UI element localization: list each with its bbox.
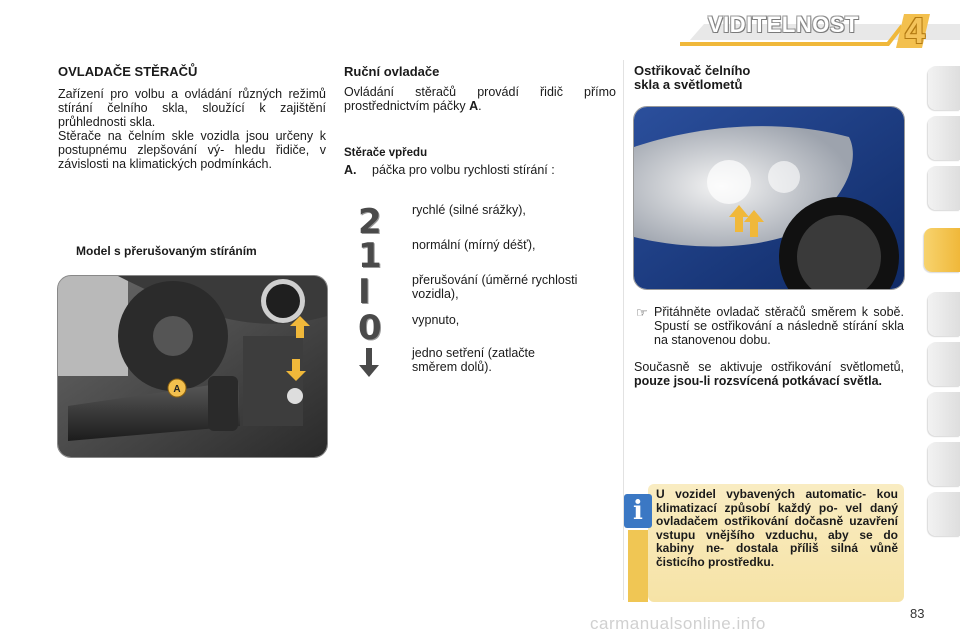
info-icon: i (624, 494, 652, 528)
lever-label: A. (344, 163, 357, 177)
mode-text-off: vypnuto, (412, 313, 460, 327)
photo-label-a: A (173, 384, 181, 395)
off-glyph: 0 (358, 308, 382, 348)
intermittent-glyph: I (358, 272, 371, 312)
section-title-washer (634, 64, 904, 92)
mode-text-single-wipe: jedno setření (zatlačte směrem dolů). (412, 346, 535, 374)
page-number: 83 (910, 606, 925, 621)
headlamp-photo (633, 106, 905, 290)
chapter-title: VIDITELNOST (708, 12, 859, 37)
subtitle-front-wipers: Stěrače vpředu (344, 147, 428, 159)
chapter-tab[interactable] (928, 492, 960, 536)
wiper-stalk-illustration (58, 276, 327, 457)
bullet-icon: ☞ (636, 305, 648, 320)
info-stripe (628, 530, 648, 602)
chapter-tab[interactable] (928, 166, 960, 210)
chapter-tab-active[interactable] (924, 228, 960, 272)
chapter-tab[interactable] (928, 66, 960, 110)
washer-note-bold: pouze jsou-li rozsvícená potkávací světla. (634, 374, 883, 388)
paragraph-intro: Zařízení pro volbu a ovládání různých režimů stírání čelního skla, sloužící k zajištění průhlednosti skla. (58, 87, 326, 129)
headlamp-illustration (634, 107, 904, 289)
photo-caption: Model s přerušovaným stíráním (76, 244, 257, 258)
chapter-tab[interactable] (928, 342, 960, 386)
chapter-tab[interactable] (928, 392, 960, 436)
speed-2-glyph: 2 (358, 202, 382, 242)
chapter-tab[interactable] (928, 116, 960, 160)
chapter-tab[interactable] (928, 442, 960, 486)
washer-note (634, 360, 904, 388)
washer-note-text: Současně se aktivuje ostřikování světlometů, (634, 360, 904, 374)
washer-title-line2: skla a světlometů (634, 77, 743, 92)
watermark: carmanualsonline.info (590, 614, 766, 633)
section-title-manual: Ruční ovladače (344, 64, 440, 79)
manual-intro-end: . (478, 99, 482, 113)
washer-instruction: Přitáhněte ovladač stěračů směrem k sobě. Spustí se ostřikování a následně stírání skla na stanovenou dobu. (654, 305, 904, 347)
chapter-number: 4 (905, 10, 926, 51)
chapter-tabs (928, 66, 960, 576)
paragraph-manual (344, 85, 616, 113)
intermittent-icon (358, 272, 384, 312)
mode-text-intermittent: přerušování (úměrné rychlosti vozidla), (412, 273, 578, 301)
washer-title-line1: Ostřikovač čelního (634, 63, 751, 78)
lever-text: páčka pro volbu rychlosti stírání : (372, 163, 555, 177)
speed-1-icon (358, 236, 384, 276)
chapter-tab[interactable] (928, 292, 960, 336)
mode-text-normal: normální (mírný déšť), (412, 238, 536, 252)
off-icon (358, 308, 384, 348)
manual-intro-bold: A (469, 99, 479, 113)
speed-1-glyph: 1 (358, 236, 382, 276)
wiper-stalk-photo (57, 275, 328, 458)
mode-text-fast: rychlé (silné srážky), (412, 203, 526, 217)
paragraph-wipers: Stěrače na čelním skle vozidla jsou určeny k postupnému zlepšování vý- hledu řidiče, v závislosti na klimatických podmínkách. (58, 129, 326, 171)
section-title-wiper-controls: OVLADAČE STĚRAČŮ (58, 64, 198, 79)
down-arrow-icon (358, 348, 384, 378)
manual-intro-text: Ovládání stěračů provádí řidič přímo prostřednictvím páčky (344, 85, 616, 113)
info-text: U vozidel vybavených automatic- kou klimatizací způsobí každý po- vel daný ovladačem ostřikování dočasně uzavření vstupu vnějšího vzduchu, aby se do kabiny ne- dostala příliš silná vůně čisticího prostředku. (656, 487, 898, 569)
